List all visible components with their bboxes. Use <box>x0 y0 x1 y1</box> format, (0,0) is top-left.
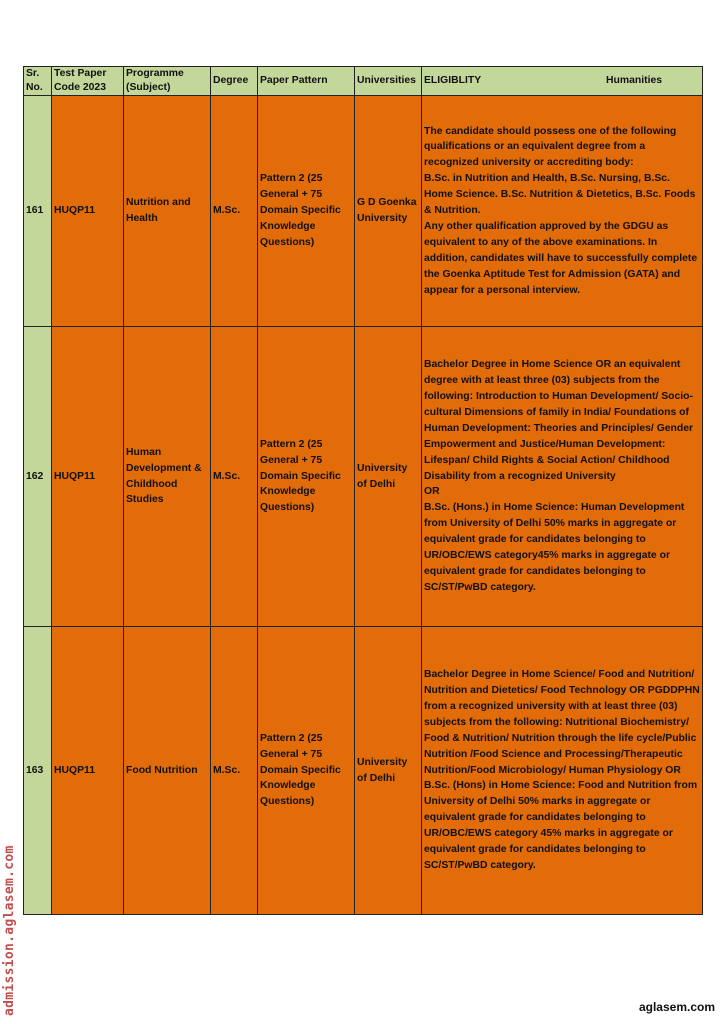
row-test-paper-code: HUQP11 <box>52 627 124 915</box>
row-eligibility: The candidate should possess one of the following qualifications or an equivalent degree from a recognized university or accrediting body: B.Sc. in Nutrition and Health, B.Sc. Nursing, B.Sc. Home Science. B.Sc. Nutrition & Dietetics, B.Sc. Foods & Nutrition. Any other qualification approved by the GDGU as equivalent to any of the above examinations. In addition, candidates will have to successfully complete the Goenka Aptitude Test for Admission (GATA) and appear for a personal interview. <box>422 96 703 327</box>
footer-site-name: aglasem.com <box>638 1000 715 1014</box>
header-universities: Universities <box>355 67 422 96</box>
table-row <box>24 96 703 327</box>
row-paper-pattern: Pattern 2 (25 General + 75 Domain Specific Knowledge Questions) <box>258 96 355 327</box>
row-test-paper-code: HUQP11 <box>52 327 124 627</box>
row-paper-pattern: Pattern 2 (25 General + 75 Domain Specific Knowledge Questions) <box>258 327 355 627</box>
header-row <box>24 67 703 96</box>
row-degree: M.Sc. <box>211 327 258 627</box>
header-degree: Degree <box>211 67 258 96</box>
table-header <box>24 67 703 96</box>
row-sr-no: 162 <box>24 327 52 627</box>
row-degree: M.Sc. <box>211 627 258 915</box>
row-degree: M.Sc. <box>211 96 258 327</box>
row-paper-pattern: Pattern 2 (25 General + 75 Domain Specific Knowledge Questions) <box>258 627 355 915</box>
eligibility-table <box>23 66 703 915</box>
header-section-label: Humanities <box>606 75 663 86</box>
row-university: University of Delhi <box>355 327 422 627</box>
row-university: G D Goenka University <box>355 96 422 327</box>
table-body <box>24 96 703 915</box>
row-programme: Food Nutrition <box>124 627 211 915</box>
header-test-paper-code: Test Paper Code 2023 <box>52 67 124 96</box>
header-paper-pattern: Paper Pattern <box>258 67 355 96</box>
row-eligibility: Bachelor Degree in Home Science OR an equivalent degree with at least three (03) subjects from the following: Introduction to Human Development/ Socio-cultural Dimensions of family in India/ Foundations of Human Development: Theories and Principles/ Gender Empowerment and Justice/Human Development: Lifespan/ Child Rights & Social Action/ Childhood Disability from a recognized University OR B.Sc. (Hons.) in Home Science: Human Development from University of Delhi 50% marks in aggregate or equivalent grade for candidates belonging to UR/OBC/EWS category45% marks in aggregate or equivalent grade for candidates belonging to SC/ST/PwBD category. <box>422 327 703 627</box>
table-row <box>24 627 703 915</box>
row-university: University of Delhi <box>355 627 422 915</box>
header-eligibility <box>422 67 703 96</box>
row-sr-no: 163 <box>24 627 52 915</box>
row-eligibility: Bachelor Degree in Home Science/ Food and Nutrition/ Nutrition and Dietetics/ Food Technology OR PGDDPHN from a recognized university with at least three (03) subjects from the following: Nutritional Biochemistry/ Food & Nutrition/ Nutrition through the life cycle/Public Nutrition /Food Science and Processing/Therapeutic Nutrition/Food Microbiology/ Human Physiology OR B.Sc. (Hons) in Home Science: Food and Nutrition from University of Delhi 50% marks in aggregate or equivalent grade for candidates belonging to UR/OBC/EWS category 45% marks in aggregate or equivalent grade for candidates belonging to SC/ST/PwBD category. <box>422 627 703 915</box>
table-row <box>24 327 703 627</box>
row-test-paper-code: HUQP11 <box>52 96 124 327</box>
watermark-text: admission.aglasem.com <box>2 845 17 1016</box>
header-sr-no: Sr. No. <box>24 67 52 96</box>
header-programme: Programme (Subject) <box>124 67 211 96</box>
header-eligibility-label: ELIGIBLITY <box>424 75 482 86</box>
row-programme: Nutrition and Health <box>124 96 211 327</box>
row-sr-no: 161 <box>24 96 52 327</box>
row-programme: Human Development & Childhood Studies <box>124 327 211 627</box>
